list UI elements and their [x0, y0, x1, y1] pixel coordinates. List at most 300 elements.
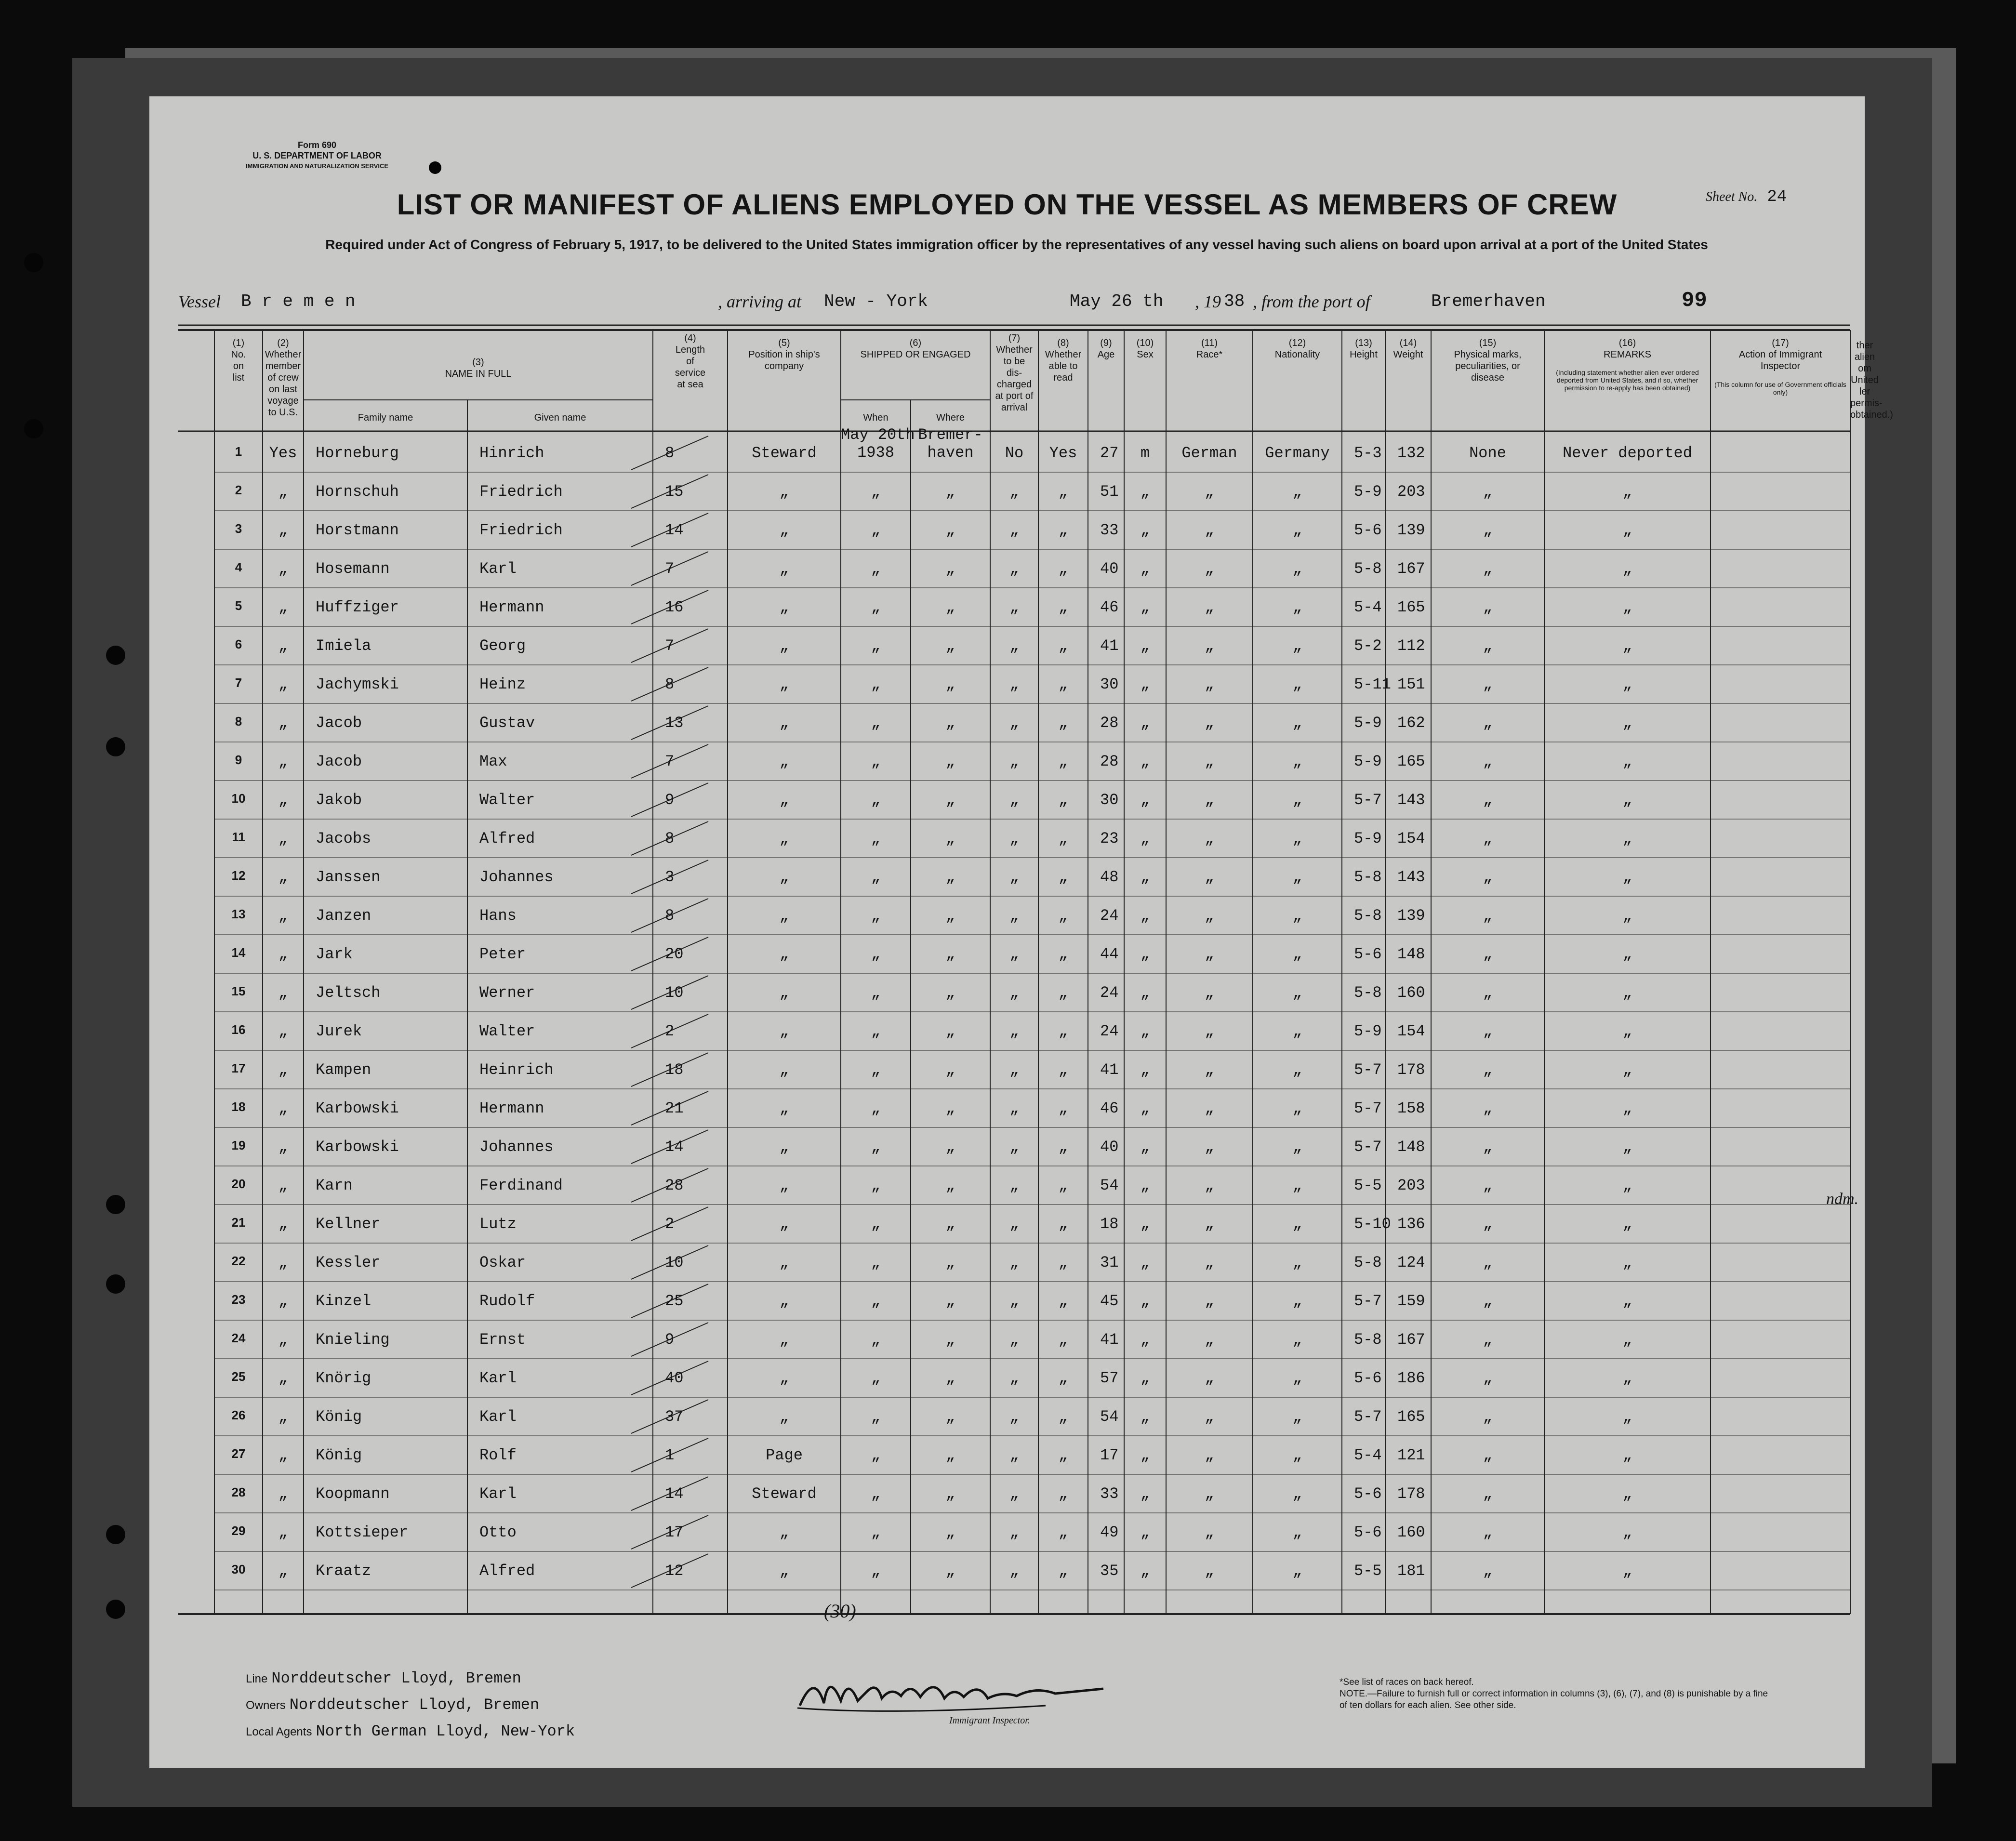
- cell-remarks: „: [1622, 675, 1632, 693]
- cell-given: Karl: [479, 1485, 517, 1503]
- cell-family: Koopmann: [316, 1485, 390, 1503]
- cell-age: 41: [1100, 1061, 1119, 1079]
- cell-height: 5-7: [1354, 1292, 1382, 1310]
- cell-position: „: [779, 791, 789, 809]
- cell-height: 5-5: [1354, 1562, 1382, 1580]
- cell-crew: „: [278, 1446, 288, 1464]
- cell-n: 9: [235, 753, 242, 767]
- cell-nationality: „: [1292, 1408, 1302, 1426]
- from-port-label: , from the port of: [1253, 292, 1370, 311]
- cell-marks: „: [1483, 1369, 1493, 1387]
- column-header-h3: (3) NAME IN FULL: [445, 357, 512, 379]
- cell-discharged: „: [1009, 868, 1019, 886]
- cell-height: 5-6: [1354, 521, 1382, 539]
- cell-when: „: [871, 675, 881, 693]
- cell-where: „: [945, 1061, 955, 1079]
- cell-marks: „: [1483, 1562, 1493, 1580]
- cell-given: Walter: [479, 791, 535, 809]
- cell-age: 27: [1100, 444, 1119, 462]
- cell-race: „: [1205, 1215, 1214, 1233]
- cell-service: 28: [665, 1177, 684, 1194]
- cell-position: „: [779, 1254, 789, 1271]
- total-count: (30): [824, 1600, 856, 1622]
- cell-marks: „: [1483, 598, 1493, 616]
- cell-when: „: [871, 1099, 881, 1117]
- cell-remarks: „: [1622, 1138, 1632, 1156]
- cell-n: 6: [235, 637, 242, 651]
- cell-height: 5-8: [1354, 984, 1382, 1002]
- cell-discharged: „: [1009, 791, 1019, 809]
- cell-height: 5-6: [1354, 1485, 1382, 1503]
- cell-crew: „: [278, 868, 288, 886]
- cell-weight: 167: [1397, 1331, 1425, 1349]
- column-header-h6a: When: [863, 412, 889, 423]
- cell-given: Max: [479, 753, 507, 770]
- manifest-page: [149, 96, 1893, 1768]
- cell-sex: „: [1140, 1022, 1150, 1040]
- cell-family: Kampen: [316, 1061, 371, 1079]
- cell-crew: „: [278, 1022, 288, 1040]
- cell-crew: „: [278, 560, 288, 578]
- cell-nationality: „: [1292, 598, 1302, 616]
- cell-race: „: [1205, 1099, 1214, 1117]
- cell-nationality: „: [1292, 1061, 1302, 1079]
- cell-nationality: „: [1292, 714, 1302, 732]
- cell-discharged: „: [1009, 753, 1019, 770]
- cell-position: „: [779, 1292, 789, 1310]
- cell-when: „: [871, 1523, 881, 1541]
- cell-weight: 160: [1397, 984, 1425, 1002]
- cell-remarks: „: [1622, 560, 1632, 578]
- cell-age: 28: [1100, 714, 1119, 732]
- cell-n: 10: [231, 791, 246, 806]
- cell-age: 24: [1100, 907, 1119, 925]
- cell-age: 35: [1100, 1562, 1119, 1580]
- cell-crew: „: [278, 753, 288, 770]
- cell-position: „: [779, 1099, 789, 1117]
- punch-hole: [106, 1525, 125, 1544]
- cell-n: 30: [231, 1562, 246, 1576]
- cell-nationality: „: [1292, 1022, 1302, 1040]
- cell-height: 5-9: [1354, 753, 1382, 770]
- cell-nationality: „: [1292, 907, 1302, 925]
- cell-n: 13: [231, 907, 246, 921]
- cell-sex: „: [1140, 1331, 1150, 1349]
- cell-race: „: [1205, 1022, 1214, 1040]
- cell-position: „: [779, 637, 789, 655]
- cell-read: „: [1058, 675, 1068, 693]
- cell-where: „: [945, 1485, 955, 1503]
- cell-where: „: [945, 1292, 955, 1310]
- cell-given: Ferdinand: [479, 1177, 563, 1194]
- cell-sex: „: [1140, 907, 1150, 925]
- cell-when: „: [871, 1138, 881, 1156]
- cell-height: 5-6: [1354, 945, 1382, 963]
- cell-crew: „: [278, 1254, 288, 1271]
- cell-when: „: [871, 791, 881, 809]
- cell-family: Jurek: [316, 1022, 362, 1040]
- cell-nationality: „: [1292, 1099, 1302, 1117]
- cell-n: 11: [232, 830, 245, 844]
- agents-label: Local Agents: [246, 1725, 312, 1738]
- cell-remarks: „: [1622, 1254, 1632, 1271]
- cell-height: 5-7: [1354, 1061, 1382, 1079]
- cell-discharged: „: [1009, 521, 1019, 539]
- cell-weight: 124: [1397, 1254, 1425, 1271]
- cell-remarks: „: [1622, 483, 1632, 501]
- cell-height: 5-4: [1354, 1446, 1382, 1464]
- cell-read: „: [1058, 753, 1068, 770]
- cell-discharged: „: [1009, 830, 1019, 848]
- cell-position: „: [779, 1061, 789, 1079]
- cell-nationality: „: [1292, 1177, 1302, 1194]
- cell-marks: „: [1483, 637, 1493, 655]
- cell-weight: 151: [1397, 675, 1425, 693]
- cell-given: Rolf: [479, 1446, 517, 1464]
- cell-read: „: [1058, 1562, 1068, 1580]
- column-header-h3b: Given name: [534, 412, 586, 423]
- cell-where: „: [945, 1369, 955, 1387]
- cell-read: „: [1058, 1331, 1068, 1349]
- cell-race: „: [1205, 483, 1214, 501]
- cell-height: 5-10: [1354, 1215, 1391, 1233]
- cell-height: 5-9: [1354, 830, 1382, 848]
- cell-n: 5: [235, 598, 242, 613]
- fine-note: NOTE.—Failure to furnish full or correct information in columns (3), (6), (7), and (8) is punishable by a fine of ten dollars for each alien. See other side.: [1340, 1689, 1768, 1710]
- cell-position: „: [779, 945, 789, 963]
- cell-remarks: „: [1622, 1061, 1632, 1079]
- cell-discharged: „: [1009, 1061, 1019, 1079]
- cell-crew: „: [278, 1099, 288, 1117]
- signature-scribble: [795, 1662, 1142, 1720]
- cell-race: „: [1205, 1254, 1214, 1271]
- cell-family: Hornschuh: [316, 483, 399, 501]
- cell-race: „: [1205, 521, 1214, 539]
- cell-age: 23: [1100, 830, 1119, 848]
- cell-remarks: „: [1622, 1562, 1632, 1580]
- cell-discharged: „: [1009, 1446, 1019, 1464]
- cell-weight: 167: [1397, 560, 1425, 578]
- cell-marks: „: [1483, 984, 1493, 1002]
- cell-n: 1: [235, 444, 242, 459]
- column-header-h4: (4) Length of service at sea: [675, 333, 706, 390]
- cell-service: 7: [665, 560, 675, 578]
- cell-where: „: [945, 560, 955, 578]
- cell-when: „: [871, 1177, 881, 1194]
- cell-age: 24: [1100, 1022, 1119, 1040]
- cell-service: 21: [665, 1099, 684, 1117]
- cell-service: 10: [665, 984, 684, 1002]
- cell-weight: 203: [1397, 1177, 1425, 1194]
- cell-discharged: „: [1009, 1254, 1019, 1271]
- cell-position: „: [779, 984, 789, 1002]
- cell-age: 57: [1100, 1369, 1119, 1387]
- cell-marks: „: [1483, 675, 1493, 693]
- cell-race: „: [1205, 907, 1214, 925]
- cell-n: 17: [231, 1061, 246, 1075]
- cell-read: „: [1058, 791, 1068, 809]
- cell-given: Hermann: [479, 598, 544, 616]
- cell-discharged: „: [1009, 1369, 1019, 1387]
- cell-where: „: [945, 598, 955, 616]
- arrival-date: May 26 th: [1070, 291, 1164, 311]
- cell-nationality: „: [1292, 483, 1302, 501]
- cell-weight: 121: [1397, 1446, 1425, 1464]
- cell-service: 8: [665, 830, 675, 848]
- cell-marks: „: [1483, 1485, 1493, 1503]
- cell-service: 20: [665, 945, 684, 963]
- cell-discharged: „: [1009, 1523, 1019, 1541]
- cell-family: Jakob: [316, 791, 362, 809]
- cell-marks: „: [1483, 1446, 1493, 1464]
- cell-position: „: [779, 521, 789, 539]
- cell-given: Karl: [479, 1369, 517, 1387]
- cell-marks: „: [1483, 1254, 1493, 1271]
- cell-sex: „: [1140, 521, 1150, 539]
- cell-read: „: [1058, 830, 1068, 848]
- cell-marks: „: [1483, 1331, 1493, 1349]
- cell-position: „: [779, 1215, 789, 1233]
- cell-n: 27: [231, 1446, 246, 1461]
- cell-height: 5-9: [1354, 1022, 1382, 1040]
- cell-race: „: [1205, 868, 1214, 886]
- cell-marks: „: [1483, 714, 1493, 732]
- cell-position: „: [779, 1022, 789, 1040]
- cell-when: „: [871, 907, 881, 925]
- cell-discharged: „: [1009, 1485, 1019, 1503]
- cell-service: 7: [665, 753, 675, 770]
- cell-remarks: „: [1622, 1331, 1632, 1349]
- cell-race: „: [1205, 714, 1214, 732]
- cell-height: 5-5: [1354, 1177, 1382, 1194]
- cell-where: „: [945, 984, 955, 1002]
- cell-position: „: [779, 1562, 789, 1580]
- column-header-h15: (15) Physical marks, peculiarities, or disease: [1454, 338, 1522, 383]
- cell-marks: „: [1483, 830, 1493, 848]
- cell-crew: „: [278, 1369, 288, 1387]
- arrival-year: 38: [1224, 291, 1245, 311]
- cell-read: „: [1058, 1138, 1068, 1156]
- cell-crew: „: [278, 637, 288, 655]
- column-header-h1: (1) No. on list: [231, 338, 246, 383]
- owners-label: Owners: [246, 1699, 286, 1712]
- cell-position: „: [779, 830, 789, 848]
- cell-sex: „: [1140, 1485, 1150, 1503]
- punch-hole: [24, 419, 43, 438]
- cell-sex: „: [1140, 945, 1150, 963]
- cell-sex: „: [1140, 1254, 1150, 1271]
- cell-position: „: [779, 1331, 789, 1349]
- cell-weight: 154: [1397, 830, 1425, 848]
- cell-crew: „: [278, 1485, 288, 1503]
- cell-weight: 181: [1397, 1562, 1425, 1580]
- cell-weight: 139: [1397, 521, 1425, 539]
- cell-marks: „: [1483, 521, 1493, 539]
- cell-race: „: [1205, 830, 1214, 848]
- cell-height: 5-7: [1354, 1138, 1382, 1156]
- cell-n: 7: [235, 675, 242, 690]
- cell-given: Peter: [479, 945, 526, 963]
- column-header-h12: (12) Nationality: [1274, 338, 1320, 360]
- cell-remarks: „: [1622, 637, 1632, 655]
- cell-height: 5-6: [1354, 1523, 1382, 1541]
- departure-port: Bremerhaven: [1431, 291, 1546, 311]
- cell-n: 21: [231, 1215, 246, 1230]
- sheet-number-value: 24: [1767, 188, 1787, 206]
- cell-family: Jacob: [316, 753, 362, 770]
- cell-discharged: No: [1005, 444, 1024, 462]
- cell-height: 5-7: [1354, 1408, 1382, 1426]
- cell-read: „: [1058, 1254, 1068, 1271]
- cell-marks: „: [1483, 791, 1493, 809]
- cell-race: „: [1205, 560, 1214, 578]
- cell-crew: „: [278, 1408, 288, 1426]
- cell-sex: „: [1140, 868, 1150, 886]
- cell-n: 26: [231, 1408, 246, 1422]
- cell-crew: „: [278, 791, 288, 809]
- cell-service: 2: [665, 1022, 675, 1040]
- cell-family: Huffziger: [316, 598, 399, 616]
- cell-read: „: [1058, 483, 1068, 501]
- cell-n: 4: [235, 560, 242, 574]
- cell-race: „: [1205, 1292, 1214, 1310]
- cell-given: Georg: [479, 637, 526, 655]
- cell-marks: „: [1483, 1022, 1493, 1040]
- cell-nationality: „: [1292, 1292, 1302, 1310]
- cell-crew: „: [278, 1177, 288, 1194]
- cell-service: 1: [665, 1446, 675, 1464]
- cell-nationality: „: [1292, 1331, 1302, 1349]
- cell-discharged: „: [1009, 984, 1019, 1002]
- cell-remarks: „: [1622, 1215, 1632, 1233]
- cell-height: 5-8: [1354, 1331, 1382, 1349]
- cell-read: „: [1058, 1485, 1068, 1503]
- cell-where: „: [945, 830, 955, 848]
- cell-discharged: „: [1009, 675, 1019, 693]
- cell-marks: None: [1469, 444, 1506, 462]
- cell-marks: „: [1483, 1061, 1493, 1079]
- cell-where: „: [945, 1099, 955, 1117]
- cell-height: 5-3: [1354, 444, 1382, 462]
- cell-age: 30: [1100, 791, 1119, 809]
- cell-weight: 186: [1397, 1369, 1425, 1387]
- cell-n: 28: [231, 1485, 246, 1499]
- cell-nationality: „: [1292, 1485, 1302, 1503]
- cell-family: Jeltsch: [316, 984, 381, 1002]
- cell-family: Hosemann: [316, 560, 390, 578]
- cell-when: „: [871, 1562, 881, 1580]
- cell-age: 41: [1100, 637, 1119, 655]
- cell-marks: „: [1483, 1138, 1493, 1156]
- form-number: Form 690: [298, 140, 337, 150]
- cell-when: „: [871, 1061, 881, 1079]
- cell-service: 17: [665, 1523, 684, 1541]
- cell-marks: „: [1483, 945, 1493, 963]
- vessel-label: Vessel: [178, 292, 221, 311]
- cell-sex: „: [1140, 1099, 1150, 1117]
- cell-weight: 165: [1397, 753, 1425, 770]
- cell-crew: „: [278, 521, 288, 539]
- cell-where: „: [945, 1408, 955, 1426]
- cell-family: Knörig: [316, 1369, 371, 1387]
- inspector-signature: [795, 1662, 1142, 1726]
- cell-discharged: „: [1009, 1292, 1019, 1310]
- column-header-h2: (2) Whether member of crew on last voyage to U.S.: [265, 338, 302, 418]
- column-header-h8: (8) Whether able to read: [1045, 338, 1082, 383]
- cell-read: Yes: [1049, 444, 1077, 462]
- footer-agents: [246, 1722, 575, 1740]
- cell-family: Imiela: [316, 637, 371, 655]
- cell-read: „: [1058, 1215, 1068, 1233]
- cell-when: „: [871, 830, 881, 848]
- cell-n: 14: [231, 945, 246, 960]
- cell-marks: „: [1483, 1523, 1493, 1541]
- punch-hole: [106, 646, 125, 665]
- cell-service: 8: [665, 675, 675, 693]
- cell-crew: „: [278, 1562, 288, 1580]
- cell-age: 48: [1100, 868, 1119, 886]
- cell-position: „: [779, 1523, 789, 1541]
- cell-family: Horneburg: [316, 444, 399, 462]
- cell-nationality: „: [1292, 1523, 1302, 1541]
- cell-family: Karn: [316, 1177, 353, 1194]
- cell-given: Werner: [479, 984, 535, 1002]
- punch-hole: [106, 737, 125, 756]
- cell-when: „: [871, 1446, 881, 1464]
- cell-n: 25: [231, 1369, 246, 1384]
- cell-where: „: [945, 637, 955, 655]
- cell-sex: „: [1140, 637, 1150, 655]
- cell-given: Karl: [479, 560, 517, 578]
- cell-service: 9: [665, 1331, 675, 1349]
- cell-given: Friedrich: [479, 521, 563, 539]
- cell-service: 16: [665, 598, 684, 616]
- cell-sex: „: [1140, 1369, 1150, 1387]
- cell-marks: „: [1483, 560, 1493, 578]
- cell-given: Hinrich: [479, 444, 544, 462]
- cell-sex: m: [1140, 444, 1150, 462]
- line-label: Line: [246, 1672, 268, 1685]
- cell-weight: 162: [1397, 714, 1425, 732]
- cell-crew: „: [278, 945, 288, 963]
- cell-race: „: [1205, 1446, 1214, 1464]
- cell-age: 44: [1100, 945, 1119, 963]
- cell-marks: „: [1483, 1292, 1493, 1310]
- cell-weight: 148: [1397, 1138, 1425, 1156]
- cell-sex: „: [1140, 483, 1150, 501]
- cell-marks: „: [1483, 753, 1493, 770]
- cell-when: May 20th 1938: [841, 426, 915, 462]
- cell-given: Hermann: [479, 1099, 544, 1117]
- cell-discharged: „: [1009, 1177, 1019, 1194]
- cell-read: „: [1058, 945, 1068, 963]
- cell-weight: 165: [1397, 598, 1425, 616]
- cell-sex: „: [1140, 1408, 1150, 1426]
- cell-height: 5-2: [1354, 637, 1382, 655]
- cell-weight: 132: [1397, 444, 1425, 462]
- cell-given: Johannes: [479, 1138, 554, 1156]
- cell-n: 18: [231, 1099, 246, 1114]
- cell-where: Bremer- haven: [918, 426, 983, 462]
- cell-height: 5-7: [1354, 791, 1382, 809]
- cell-age: 30: [1100, 675, 1119, 693]
- cell-height: 5-11: [1354, 675, 1391, 693]
- cell-remarks: „: [1622, 753, 1632, 770]
- cell-read: „: [1058, 1369, 1068, 1387]
- column-header-h13: (13) Height: [1350, 338, 1378, 360]
- cell-remarks: „: [1622, 1369, 1632, 1387]
- column-header-h9: (9) Age: [1097, 338, 1115, 360]
